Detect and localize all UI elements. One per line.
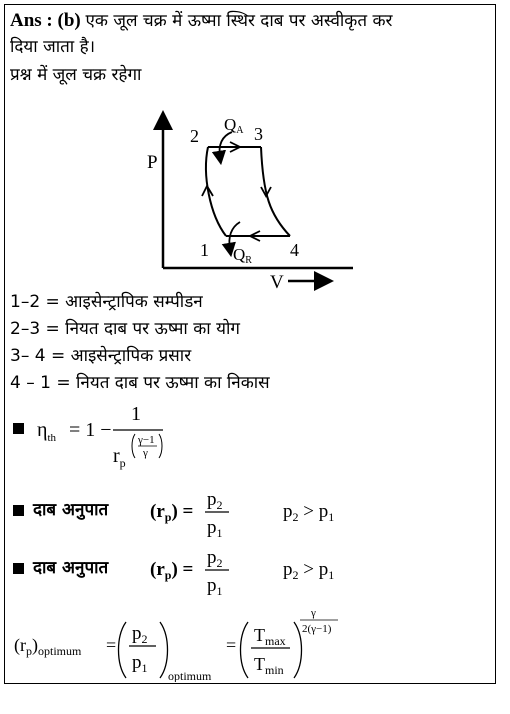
svg-text:p1: $p_1$ [132, 652, 148, 675]
paren-left-1 [119, 622, 127, 678]
axis-p-label: P [147, 152, 158, 173]
process-line-2: 2–3 = नियत दाब पर ऊष्मा का योग [10, 319, 240, 339]
svg-text:p2 > p1: $p_2 > p_1$ [283, 501, 335, 524]
svg-text:(rp)optimum: $(r_p)_{optimum}$ [14, 635, 82, 658]
svg-text:Tmax: $T_{max}$ [254, 625, 286, 648]
exp-den: γ [143, 447, 148, 459]
svg-text:=: = [226, 635, 237, 655]
answer-text-3: प्रश्न में जूल चक्र रहेगा [10, 65, 142, 85]
pv-diagram [130, 100, 370, 295]
one-minus: = 1 − [69, 419, 112, 441]
process-1-2 [206, 147, 226, 236]
svg-text:rp: $r_p$ [113, 445, 126, 470]
exp-bracket-left [132, 434, 135, 458]
pressure-ratio-formula-2 [145, 543, 355, 599]
svg-text:(rp) =: $(r_p)$ = [150, 501, 194, 524]
exp-bracket-right [159, 434, 162, 458]
paren-right-1 [160, 622, 168, 678]
svg-text:p2: $p_2$ [207, 489, 223, 512]
point-4: 4 [290, 240, 299, 260]
process-line-4: 4 – 1 = नियत दाब पर ऊष्मा का निकास [10, 373, 270, 393]
exp-num: γ−1 [138, 434, 155, 446]
numerator-1: 1 [131, 403, 141, 425]
efficiency-formula [35, 400, 195, 480]
paren-left-2 [241, 622, 249, 678]
svg-text:γ: γ [311, 607, 316, 619]
svg-text:p2: $p_2$ [132, 623, 148, 646]
eta-symbol: η [37, 419, 48, 441]
bullet-2 [13, 505, 24, 516]
svg-text:2(γ−1): 2(γ−1) [302, 623, 332, 635]
svg-text:(rp) =: $(r_p)$ = [150, 559, 194, 582]
point-1: 1 [200, 240, 209, 260]
svg-text:Tmin: $T_{min}$ [254, 654, 284, 677]
svg-text:ηth: $\eta_{th}$ [37, 419, 57, 444]
pressure-ratio-formula-1 [145, 485, 355, 541]
svg-text:p2 > p1: $p_2 > p_1$ [283, 559, 335, 582]
pressure-ratio-label-1: दाब अनुपात [33, 500, 109, 520]
qa-arrow [220, 132, 233, 158]
paren-right-2 [294, 622, 302, 678]
process-line-1: 1–2 = आइसेन्ट्रापिक सम्पीडन [10, 292, 203, 312]
svg-text:optimum: optimum [168, 669, 212, 682]
axis-v-label: V [270, 272, 284, 293]
answer-text-1: एक जूल चक्र में ऊष्मा स्थिर दाब पर अस्वीकृत कर [85, 11, 393, 31]
rp-base: r [113, 445, 120, 467]
bullet-1 [13, 423, 24, 434]
qr-label: QR [233, 245, 252, 266]
point-2: 2 [190, 126, 199, 146]
answer-prefix: Ans : (b) [10, 10, 81, 31]
bullet-3 [13, 563, 24, 574]
svg-text:p1: $p_1$ [207, 575, 223, 598]
answer-line-1 [10, 10, 392, 32]
svg-text:p2: $p_2$ [207, 547, 223, 570]
process-line-3: 3– 4 = आइसेन्ट्रापिक प्रसार [10, 346, 192, 366]
qa-label: QA [224, 115, 244, 136]
answer-text-2: दिया जाता है। [10, 37, 96, 57]
pressure-ratio-label-2: दाब अनुपात [33, 558, 109, 578]
process-3-4 [261, 147, 290, 236]
point-3: 3 [254, 124, 263, 144]
svg-text:=: = [106, 635, 117, 655]
optimum-formula [8, 606, 348, 682]
svg-text:p1: $p_1$ [207, 517, 223, 540]
